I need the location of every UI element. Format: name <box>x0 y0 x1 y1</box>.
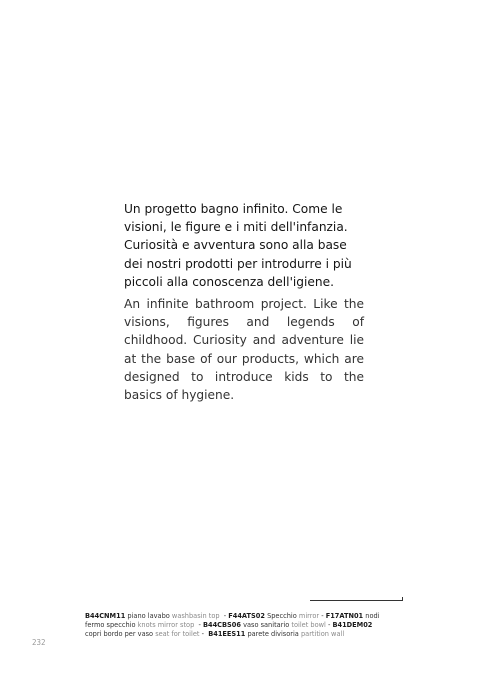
product-name-en: knots mirror stop <box>137 620 195 629</box>
product-code: F17ATN01 <box>325 612 364 620</box>
product-caption <box>85 612 407 638</box>
body-text <box>124 200 364 404</box>
caption-line <box>85 630 407 639</box>
product-name-en: partition wall <box>300 629 345 638</box>
product-name-it: copri bordo per vaso <box>85 629 154 638</box>
caption-line <box>85 621 407 630</box>
caption-divider-tick <box>402 597 403 601</box>
product-name-en: washbasin top <box>171 612 220 620</box>
product-name-it: parete divisoria <box>247 629 299 638</box>
product-code: B41DEM02 <box>332 620 373 629</box>
product-name-it: Specchio <box>267 612 297 620</box>
product-name-it: vaso sanitario <box>243 620 290 629</box>
separator: - <box>327 620 331 629</box>
product-code: B44CBS06 <box>202 620 241 629</box>
separator: - <box>223 612 227 620</box>
page-number: 232 <box>32 638 46 647</box>
caption-line <box>85 612 407 621</box>
separator: - <box>198 620 201 629</box>
product-name-en: toilet bowl <box>291 620 326 629</box>
italian-paragraph: Un progetto bagno infinito. Come le visioni, le figure e i miti dell'infanzia. Curiosità e avventura sono alla base dei nostri prodotti per introdurre i più piccoli alla conoscenza dell'igiene. <box>124 202 352 289</box>
product-name-en: mirror <box>298 612 320 620</box>
product-code: F44ATS02 <box>228 612 265 620</box>
english-paragraph: An infinite bathroom project. Like the visions, figures and legends of childhood. Curiosity and adventure lie at the base of our products, which are designed to introduce kids to the basics of hygiene. <box>124 297 364 403</box>
product-code: B44CNM11 <box>85 612 126 620</box>
product-code: B41EES11 <box>208 629 246 638</box>
product-name-it: fermo specchio <box>85 620 136 629</box>
separator: - <box>201 629 204 638</box>
product-name-it: piano lavabo <box>127 612 170 620</box>
product-name-en: seat for toilet <box>155 629 200 638</box>
separator: - <box>321 612 324 620</box>
caption-divider <box>310 600 403 601</box>
product-name-it: nodi <box>365 612 380 620</box>
